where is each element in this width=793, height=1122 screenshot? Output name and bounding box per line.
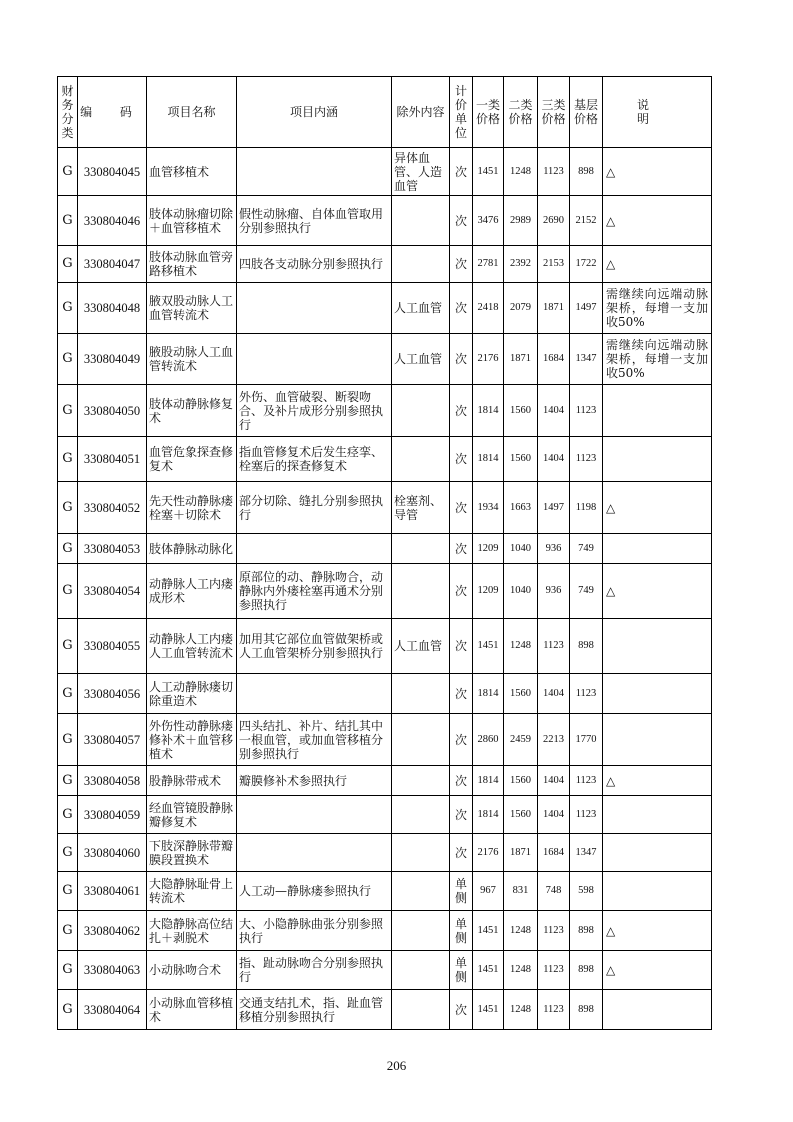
cell-category: G	[58, 674, 78, 714]
cell-price1: 1451	[473, 951, 504, 990]
cell-note: △	[603, 246, 712, 283]
cell-excluded: 栓塞剂、导管	[392, 482, 450, 534]
cell-name: 大隐静脉高位结扎＋剥脱术	[147, 911, 237, 951]
cell-code: 330804050	[78, 385, 147, 437]
cell-price1: 1209	[473, 534, 504, 564]
cell-content: 四肢各支动脉分别参照执行	[237, 246, 392, 283]
cell-content	[237, 796, 392, 834]
cell-price3: 2213	[538, 714, 570, 766]
table-row	[58, 834, 712, 872]
cell-unit: 次	[450, 564, 473, 619]
cell-price3: 748	[538, 872, 570, 911]
cell-unit: 单侧	[450, 911, 473, 951]
cell-price3: 1123	[538, 911, 570, 951]
cell-price2: 1560	[504, 437, 538, 482]
header-code: 编 码	[78, 77, 147, 148]
cell-code: 330804062	[78, 911, 147, 951]
cell-category: G	[58, 437, 78, 482]
cell-price2: 1248	[504, 619, 538, 674]
cell-name: 小动脉血管移植术	[147, 990, 237, 1030]
cell-price3: 1684	[538, 334, 570, 385]
table-row	[58, 911, 712, 951]
cell-note	[603, 674, 712, 714]
cell-price1: 1209	[473, 564, 504, 619]
cell-content: 指血管修复术后发生痉挛、栓塞后的探查修复术	[237, 437, 392, 482]
header-category: 财务分类	[58, 77, 78, 148]
cell-note: △	[603, 196, 712, 246]
cell-price-base: 1722	[570, 246, 603, 283]
cell-code: 330804059	[78, 796, 147, 834]
cell-unit: 次	[450, 437, 473, 482]
table-row	[58, 674, 712, 714]
cell-excluded: 异体血管、人造血管	[392, 148, 450, 196]
table-row	[58, 283, 712, 334]
cell-excluded	[392, 385, 450, 437]
cell-unit: 次	[450, 482, 473, 534]
cell-price-base: 749	[570, 564, 603, 619]
cell-name: 血管危象探查修复术	[147, 437, 237, 482]
cell-price-base: 1198	[570, 482, 603, 534]
header-note: 说 明	[603, 77, 712, 148]
cell-price-base: 1497	[570, 283, 603, 334]
cell-price-base: 1347	[570, 834, 603, 872]
cell-content: 假性动脉瘤、自体血管取用分别参照执行	[237, 196, 392, 246]
cell-price3: 936	[538, 534, 570, 564]
cell-note	[603, 834, 712, 872]
cell-price3: 1404	[538, 766, 570, 796]
table-row	[58, 872, 712, 911]
cell-price2: 1248	[504, 990, 538, 1030]
cell-name: 肢体静脉动脉化	[147, 534, 237, 564]
cell-price1: 1451	[473, 990, 504, 1030]
cell-price-base: 1123	[570, 766, 603, 796]
header-price3: 三类价格	[538, 77, 570, 148]
price-table	[57, 76, 712, 1030]
cell-name: 下肢深静脉带瓣膜段置换术	[147, 834, 237, 872]
table-row	[58, 437, 712, 482]
table-row	[58, 334, 712, 385]
cell-content	[237, 148, 392, 196]
cell-price1: 2860	[473, 714, 504, 766]
cell-name: 腋股动脉人工血管转流术	[147, 334, 237, 385]
cell-price3: 1404	[538, 796, 570, 834]
cell-excluded	[392, 246, 450, 283]
cell-price3: 1123	[538, 148, 570, 196]
cell-name: 血管移植术	[147, 148, 237, 196]
header-excluded: 除外内容	[392, 77, 450, 148]
cell-excluded	[392, 564, 450, 619]
cell-code: 330804053	[78, 534, 147, 564]
cell-price3: 2690	[538, 196, 570, 246]
cell-code: 330804060	[78, 834, 147, 872]
cell-code: 330804051	[78, 437, 147, 482]
cell-price1: 1934	[473, 482, 504, 534]
cell-code: 330804052	[78, 482, 147, 534]
cell-price2: 1560	[504, 674, 538, 714]
cell-price1: 2176	[473, 334, 504, 385]
cell-note: △	[603, 482, 712, 534]
cell-excluded	[392, 872, 450, 911]
cell-note: 需继续向远端动脉架桥，每增一支加收50%	[603, 334, 712, 385]
cell-price2: 2392	[504, 246, 538, 283]
cell-price-base: 1770	[570, 714, 603, 766]
cell-unit: 次	[450, 148, 473, 196]
cell-unit: 单侧	[450, 951, 473, 990]
cell-price-base: 898	[570, 951, 603, 990]
cell-category: G	[58, 872, 78, 911]
cell-code: 330804058	[78, 766, 147, 796]
table-row	[58, 196, 712, 246]
cell-excluded	[392, 766, 450, 796]
cell-content	[237, 534, 392, 564]
cell-unit: 次	[450, 534, 473, 564]
cell-content: 加用其它部位血管做架桥或人工血管架桥分别参照执行	[237, 619, 392, 674]
cell-content	[237, 283, 392, 334]
cell-content	[237, 674, 392, 714]
cell-excluded	[392, 437, 450, 482]
cell-note	[603, 990, 712, 1030]
cell-price3: 1871	[538, 283, 570, 334]
cell-price1: 2418	[473, 283, 504, 334]
cell-unit: 次	[450, 766, 473, 796]
cell-unit: 次	[450, 196, 473, 246]
cell-category: G	[58, 482, 78, 534]
cell-excluded: 人工血管	[392, 334, 450, 385]
cell-name: 外伤性动静脉瘘修补术＋血管移植术	[147, 714, 237, 766]
cell-code: 330804048	[78, 283, 147, 334]
cell-category: G	[58, 714, 78, 766]
cell-note	[603, 872, 712, 911]
cell-category: G	[58, 564, 78, 619]
cell-name: 动静脉人工内瘘成形术	[147, 564, 237, 619]
cell-note	[603, 619, 712, 674]
cell-excluded	[392, 714, 450, 766]
cell-price1: 1451	[473, 911, 504, 951]
cell-name: 经血管镜股静脉瓣修复术	[147, 796, 237, 834]
cell-price1: 3476	[473, 196, 504, 246]
cell-unit: 次	[450, 283, 473, 334]
cell-category: G	[58, 951, 78, 990]
cell-note: △	[603, 148, 712, 196]
cell-content: 原部位的动、静脉吻合，动静脉内外瘘栓塞再通术分别参照执行	[237, 564, 392, 619]
cell-excluded: 人工血管	[392, 283, 450, 334]
cell-price-base: 1123	[570, 796, 603, 834]
cell-name: 肢体动脉瘤切除＋血管移植术	[147, 196, 237, 246]
cell-price3: 1123	[538, 990, 570, 1030]
cell-code: 330804045	[78, 148, 147, 196]
cell-unit: 单侧	[450, 872, 473, 911]
cell-price2: 1248	[504, 148, 538, 196]
cell-price-base: 1347	[570, 334, 603, 385]
cell-price2: 1560	[504, 766, 538, 796]
cell-price-base: 1123	[570, 385, 603, 437]
cell-price3: 1404	[538, 385, 570, 437]
cell-name: 动静脉人工内瘘人工血管转流术	[147, 619, 237, 674]
cell-content: 指、趾动脉吻合分别参照执行	[237, 951, 392, 990]
table-row	[58, 148, 712, 196]
cell-price1: 1451	[473, 619, 504, 674]
cell-price2: 2989	[504, 196, 538, 246]
cell-excluded	[392, 534, 450, 564]
cell-price1: 2176	[473, 834, 504, 872]
cell-content: 交通支结扎术，指、趾血管移植分别参照执行	[237, 990, 392, 1030]
cell-category: G	[58, 334, 78, 385]
table-row	[58, 619, 712, 674]
cell-price1: 1814	[473, 766, 504, 796]
cell-price2: 831	[504, 872, 538, 911]
table-row	[58, 534, 712, 564]
cell-name: 先天性动静脉瘘栓塞＋切除术	[147, 482, 237, 534]
cell-note: △	[603, 564, 712, 619]
page-number: 206	[386, 1058, 407, 1073]
cell-note	[603, 534, 712, 564]
cell-category: G	[58, 766, 78, 796]
cell-note: △	[603, 951, 712, 990]
cell-code: 330804046	[78, 196, 147, 246]
table-row	[58, 564, 712, 619]
cell-unit: 次	[450, 674, 473, 714]
cell-excluded	[392, 990, 450, 1030]
cell-price3: 1684	[538, 834, 570, 872]
header-price-base: 基层价格	[570, 77, 603, 148]
cell-name: 肢体动脉血管旁路移植术	[147, 246, 237, 283]
cell-price2: 1871	[504, 834, 538, 872]
cell-category: G	[58, 796, 78, 834]
cell-price-base: 598	[570, 872, 603, 911]
header-price2: 二类价格	[504, 77, 538, 148]
cell-category: G	[58, 196, 78, 246]
cell-note	[603, 385, 712, 437]
cell-unit: 次	[450, 796, 473, 834]
cell-content: 人工动—静脉瘘参照执行	[237, 872, 392, 911]
cell-code: 330804063	[78, 951, 147, 990]
cell-price2: 1248	[504, 911, 538, 951]
cell-category: G	[58, 911, 78, 951]
table-row	[58, 766, 712, 796]
cell-note	[603, 796, 712, 834]
header-name: 项目名称	[147, 77, 237, 148]
table-row	[58, 796, 712, 834]
cell-unit: 次	[450, 834, 473, 872]
cell-price-base: 1123	[570, 674, 603, 714]
cell-category: G	[58, 990, 78, 1030]
header-unit: 计价单位	[450, 77, 473, 148]
cell-price2: 1560	[504, 796, 538, 834]
cell-code: 330804061	[78, 872, 147, 911]
cell-price-base: 749	[570, 534, 603, 564]
cell-content: 瓣膜修补术参照执行	[237, 766, 392, 796]
cell-price3: 1123	[538, 619, 570, 674]
cell-price1: 1814	[473, 385, 504, 437]
header-content: 项目内涵	[237, 77, 392, 148]
cell-price3: 1497	[538, 482, 570, 534]
cell-price1: 2781	[473, 246, 504, 283]
cell-content: 外伤、血管破裂、断裂吻合、及补片成形分别参照执行	[237, 385, 392, 437]
cell-excluded	[392, 674, 450, 714]
cell-content	[237, 334, 392, 385]
cell-code: 330804064	[78, 990, 147, 1030]
header-price1: 一类价格	[473, 77, 504, 148]
cell-price3: 1123	[538, 951, 570, 990]
cell-category: G	[58, 246, 78, 283]
cell-name: 腋双股动脉人工血管转流术	[147, 283, 237, 334]
cell-code: 330804057	[78, 714, 147, 766]
cell-code: 330804049	[78, 334, 147, 385]
cell-unit: 次	[450, 990, 473, 1030]
cell-name: 人工动静脉瘘切除重造术	[147, 674, 237, 714]
cell-content: 大、小隐静脉曲张分别参照执行	[237, 911, 392, 951]
cell-content: 部分切除、缝扎分别参照执行	[237, 482, 392, 534]
cell-unit: 次	[450, 334, 473, 385]
cell-category: G	[58, 148, 78, 196]
cell-excluded: 人工血管	[392, 619, 450, 674]
cell-price2: 2079	[504, 283, 538, 334]
cell-unit: 次	[450, 385, 473, 437]
table-row	[58, 951, 712, 990]
cell-price2: 1040	[504, 534, 538, 564]
cell-price2: 2459	[504, 714, 538, 766]
table-row	[58, 246, 712, 283]
cell-code: 330804047	[78, 246, 147, 283]
cell-price3: 2153	[538, 246, 570, 283]
cell-code: 330804055	[78, 619, 147, 674]
cell-note: △	[603, 911, 712, 951]
cell-unit: 次	[450, 714, 473, 766]
cell-price3: 1404	[538, 437, 570, 482]
table-row	[58, 714, 712, 766]
cell-price-base: 1123	[570, 437, 603, 482]
cell-price2: 1663	[504, 482, 538, 534]
cell-code: 330804056	[78, 674, 147, 714]
cell-category: G	[58, 385, 78, 437]
cell-code: 330804054	[78, 564, 147, 619]
cell-category: G	[58, 283, 78, 334]
cell-excluded	[392, 796, 450, 834]
cell-note: △	[603, 766, 712, 796]
cell-unit: 次	[450, 619, 473, 674]
cell-note	[603, 714, 712, 766]
table-row	[58, 990, 712, 1030]
cell-price-base: 898	[570, 911, 603, 951]
cell-price2: 1040	[504, 564, 538, 619]
cell-excluded	[392, 196, 450, 246]
cell-excluded	[392, 834, 450, 872]
cell-price1: 1814	[473, 437, 504, 482]
cell-name: 肢体动静脉修复术	[147, 385, 237, 437]
cell-category: G	[58, 834, 78, 872]
cell-price2: 1871	[504, 334, 538, 385]
cell-price1: 1814	[473, 674, 504, 714]
cell-price3: 936	[538, 564, 570, 619]
cell-name: 股静脉带戒术	[147, 766, 237, 796]
cell-price2: 1560	[504, 385, 538, 437]
cell-price2: 1248	[504, 951, 538, 990]
cell-price1: 1451	[473, 148, 504, 196]
cell-unit: 次	[450, 246, 473, 283]
header-row	[58, 77, 712, 148]
cell-category: G	[58, 619, 78, 674]
cell-price1: 967	[473, 872, 504, 911]
cell-price3: 1404	[538, 674, 570, 714]
cell-name: 大隐静脉耻骨上转流术	[147, 872, 237, 911]
cell-note	[603, 437, 712, 482]
cell-price-base: 898	[570, 990, 603, 1030]
cell-price-base: 898	[570, 619, 603, 674]
cell-price-base: 898	[570, 148, 603, 196]
cell-excluded	[392, 911, 450, 951]
cell-price-base: 2152	[570, 196, 603, 246]
cell-content: 四头结扎、补片、结扎其中一根血管，或加血管移植分别参照执行	[237, 714, 392, 766]
table-row	[58, 482, 712, 534]
table-row	[58, 385, 712, 437]
cell-name: 小动脉吻合术	[147, 951, 237, 990]
cell-note: 需继续向远端动脉架桥，每增一支加收50%	[603, 283, 712, 334]
cell-category: G	[58, 534, 78, 564]
cell-content	[237, 834, 392, 872]
cell-price1: 1814	[473, 796, 504, 834]
cell-excluded	[392, 951, 450, 990]
